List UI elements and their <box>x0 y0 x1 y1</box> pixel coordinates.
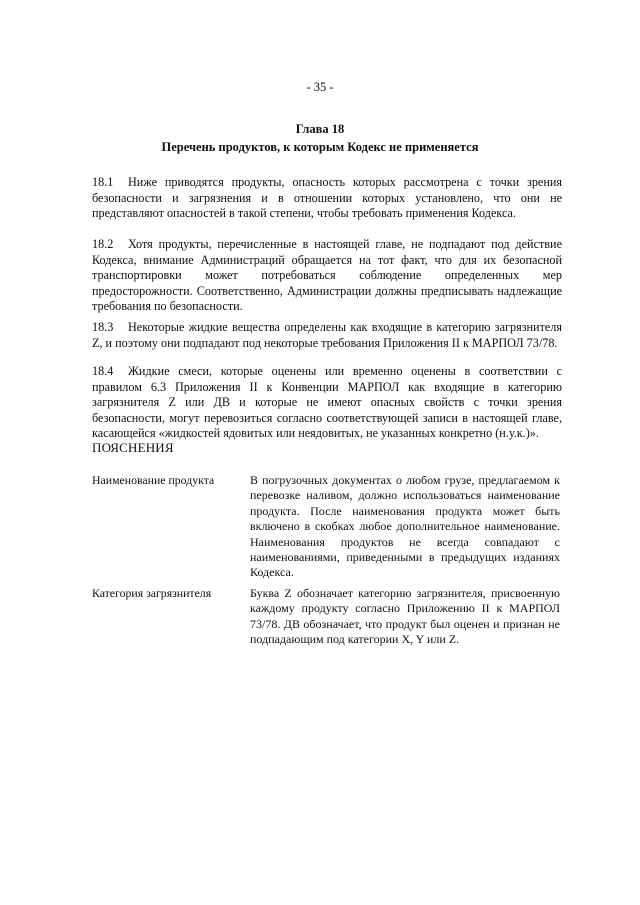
page-number: - 35 - <box>306 80 334 94</box>
paragraph-text: Ниже приводятся продукты, опасность которых рассмотрена с точки зрения безопасности и загрязнения и в отношении которых установлено, что они не представляют опасностей в такой степени, чтобы требовать применения Кодекса. <box>92 175 562 221</box>
explanation-text: В погрузочных документах о любом грузе, предлагаемом к перевозке наливом, должно использоваться наименование продукта. После наименования продукта может быть включено в скобках любое дополнительное наименование. Наименования продуктов не всегда совпадают с наименованиями, приведенными в предыдущих изданиях Кодекса. <box>250 473 560 580</box>
chapter-subtitle: Перечень продуктов, к которым Кодекс не применяется <box>161 140 479 154</box>
paragraph-18-2 <box>92 237 562 315</box>
explanations-heading: ПОЯСНЕНИЯ <box>92 440 174 455</box>
paragraph-18-1 <box>92 175 562 222</box>
paragraph-18-3 <box>92 320 562 351</box>
paragraph-number: 18.3 <box>92 320 114 334</box>
explanation-label: Категория загрязнителя <box>92 586 212 600</box>
paragraph-18-4 <box>92 364 562 442</box>
paragraph-number: 18.4 <box>92 364 114 378</box>
paragraph-number: 18.1 <box>92 175 114 189</box>
paragraph-text: Жидкие смеси, которые оценены или временно оценены в соответствии с правилом 6.3 Приложения II к Конвенции МАРПОЛ как входящие в категорию загрязнителя Z или ДВ и которые не имеют опасных свойств с точки зрения безопасности, могут перевозиться согласно соответствующей записи в настоящей главе, касающейся «жидкостей ядовитых или неядовитых, не указанных конкретно (н.у.к.)». <box>92 364 562 441</box>
chapter-title: Глава 18 <box>295 122 345 136</box>
paragraph-text: Хотя продукты, перечисленные в настоящей главе, не подпадают под действие Кодекса, внимание Администраций обращается на тот факт, что для их безопасной транспортировки может потребоваться соблюдение определенных мер предосторожности. Соответственно, Администрации должны предписывать надлежащие требования по безопасности. <box>92 237 562 314</box>
paragraph-text: Некоторые жидкие вещества определены как входящие в категорию загрязнителя Z, и поэтому они подпадают под некоторые требования Приложения II к МАРПОЛ 73/78. <box>92 320 562 350</box>
explanation-label: Наименование продукта <box>92 473 215 487</box>
paragraph-number: 18.2 <box>92 237 114 251</box>
explanation-text: Буква Z обозначает категорию загрязнителя, присвоенную каждому продукту согласно Приложению II к МАРПОЛ 73/78. ДВ обозначает, что продукт был оценен и признан не подпадающим под категории X, Y или Z. <box>250 586 560 647</box>
